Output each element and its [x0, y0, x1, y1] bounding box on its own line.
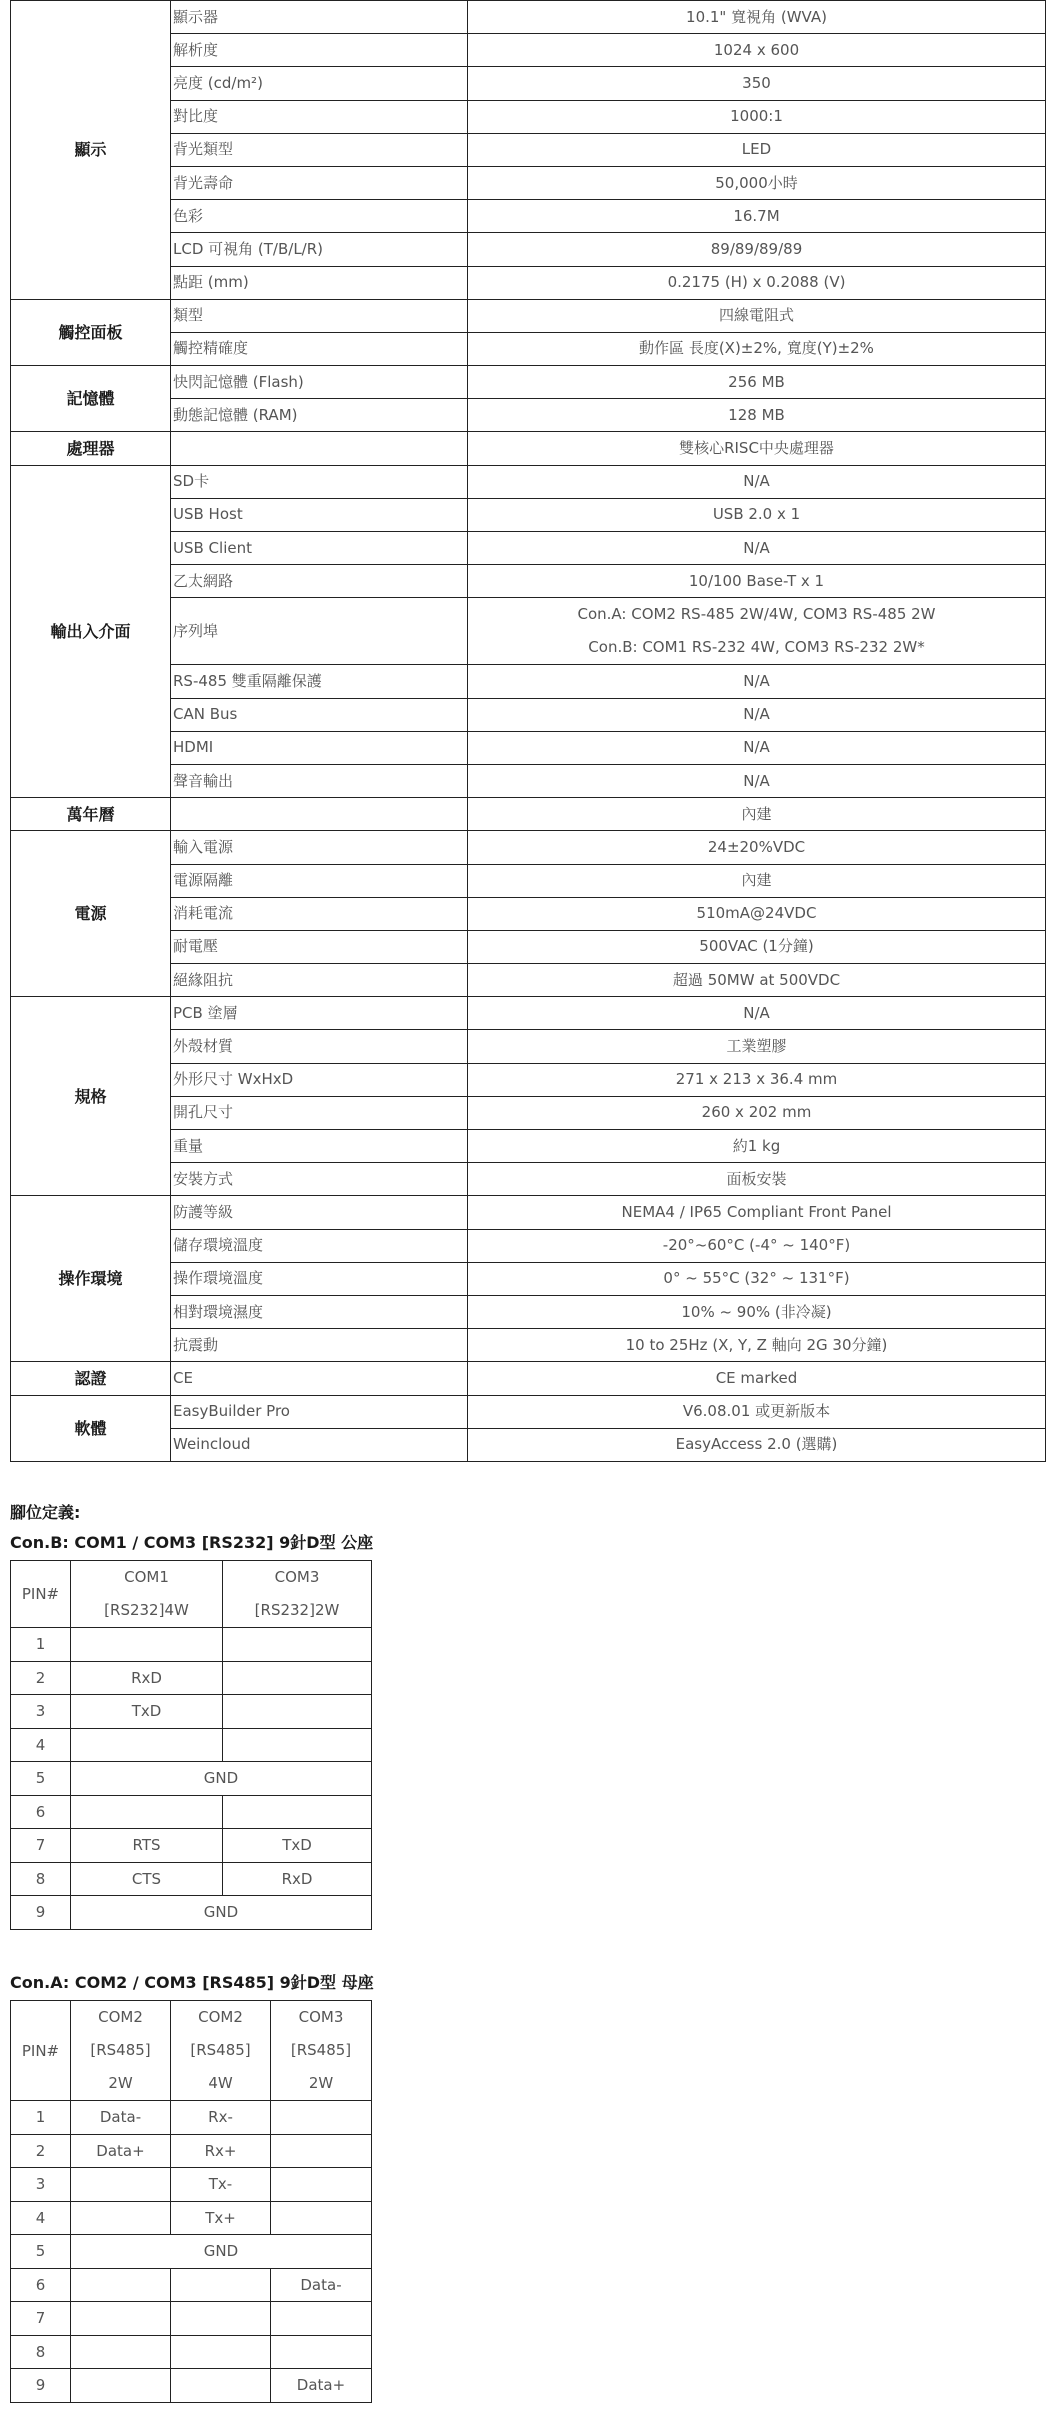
- pin-cell: RTS: [71, 1829, 223, 1863]
- serial-con-b: Con.B: COM1 RS-232 4W, COM3 RS-232 2W*: [588, 638, 925, 657]
- pin-cell: [271, 2335, 372, 2369]
- spec-value: 10/100 Base-T x 1: [468, 565, 1046, 598]
- pin-cell-merged: GND: [71, 1896, 372, 1930]
- pin-number: 2: [11, 2134, 71, 2168]
- table-row: [11, 1762, 372, 1796]
- spec-table: [10, 0, 1046, 1462]
- pin-number: 2: [11, 1661, 71, 1695]
- pin-cell: [223, 1661, 372, 1695]
- spec-label: 解析度: [171, 34, 468, 67]
- pin-cell: Data+: [271, 2369, 372, 2403]
- spec-label: PCB 塗層: [171, 997, 468, 1030]
- table-row: [11, 1, 1046, 34]
- category-touch-panel: 觸控面板: [11, 299, 171, 365]
- spec-value: 1000:1: [468, 100, 1046, 133]
- pin-cell: [71, 2335, 171, 2369]
- spec-value: 工業塑膠: [468, 1030, 1046, 1063]
- pin-cell: [71, 2268, 171, 2302]
- header-line: [RS232]2W: [254, 1601, 340, 1619]
- spec-value: 89/89/89/89: [468, 233, 1046, 266]
- pin-number: 6: [11, 1795, 71, 1829]
- spec-label: USB Client: [171, 532, 468, 565]
- category-power: 電源: [11, 831, 171, 997]
- spec-label: 色彩: [171, 200, 468, 233]
- con-b-title: Con.B: COM1 / COM3 [RS232] 9針D型 公座: [10, 1533, 374, 1552]
- spec-value: -20°~60°C (-4° ~ 140°F): [468, 1229, 1046, 1262]
- pin-cell: RxD: [223, 1862, 372, 1896]
- spec-label: 防護等級: [171, 1196, 468, 1229]
- header-line: COM1: [124, 1568, 169, 1586]
- table-row: [11, 366, 1046, 399]
- table-row: [11, 1362, 1046, 1395]
- spec-value: 1024 x 600: [468, 34, 1046, 67]
- com1-header: [71, 1561, 223, 1628]
- serial-con-a: Con.A: COM2 RS-485 2W/4W, COM3 RS-485 2W: [577, 605, 936, 624]
- table-row: [11, 2134, 372, 2168]
- table-row: [11, 1862, 372, 1896]
- pin-header: PIN#: [11, 1561, 71, 1628]
- pin-number: 1: [11, 1628, 71, 1662]
- spec-label: Weincloud: [171, 1428, 468, 1461]
- pin-cell-merged: GND: [71, 1762, 372, 1796]
- spec-label: 類型: [171, 299, 468, 332]
- spec-value: 24±20%VDC: [468, 831, 1046, 864]
- pin-number: 6: [11, 2268, 71, 2302]
- header-line: COM3: [298, 2008, 344, 2026]
- spec-label: 電源隔離: [171, 864, 468, 897]
- pin-cell: [171, 2302, 271, 2336]
- category-software: 軟體: [11, 1395, 171, 1461]
- pin-cell: Data-: [71, 2101, 171, 2135]
- con-a-title: Con.A: COM2 / COM3 [RS485] 9針D型 母座: [10, 1973, 374, 1992]
- table-row: [11, 2268, 372, 2302]
- pin-cell: [71, 2369, 171, 2403]
- spec-value: 10 to 25Hz (X, Y, Z 軸向 2G 30分鐘): [468, 1329, 1046, 1362]
- header-line: 2W: [108, 2074, 133, 2092]
- table-row: [11, 432, 1046, 465]
- spec-label: 相對環境濕度: [171, 1295, 468, 1328]
- spec-label: 安裝方式: [171, 1163, 468, 1196]
- spec-value: N/A: [468, 698, 1046, 731]
- table-row: [11, 831, 1046, 864]
- spec-label: 消耗電流: [171, 897, 468, 930]
- category-specification: 規格: [11, 997, 171, 1196]
- spec-value: 0° ~ 55°C (32° ~ 131°F): [468, 1262, 1046, 1295]
- spec-value: N/A: [468, 532, 1046, 565]
- table-row: [11, 2235, 372, 2269]
- table-row: [11, 1628, 372, 1662]
- spec-value: 260 x 202 mm: [468, 1096, 1046, 1129]
- spec-label: 聲音輸出: [171, 764, 468, 797]
- table-row: [11, 1695, 372, 1729]
- spec-value: 面板安裝: [468, 1163, 1046, 1196]
- spec-label: 開孔尺寸: [171, 1096, 468, 1129]
- pin-number: 7: [11, 2302, 71, 2336]
- spec-label: [171, 798, 468, 831]
- table-row: [11, 465, 1046, 498]
- spec-label: 快閃記憶體 (Flash): [171, 366, 468, 399]
- pin-cell: [271, 2201, 372, 2235]
- spec-label: 背光類型: [171, 133, 468, 166]
- spec-label: 輸入電源: [171, 831, 468, 864]
- table-row: [11, 2168, 372, 2202]
- pin-number: 7: [11, 1829, 71, 1863]
- pin-cell: [223, 1628, 372, 1662]
- table-row: [11, 1795, 372, 1829]
- spec-value: CE marked: [468, 1362, 1046, 1395]
- pin-number: 8: [11, 2335, 71, 2369]
- spec-label: SD卡: [171, 465, 468, 498]
- pin-cell: [223, 1795, 372, 1829]
- table-row: [11, 1196, 1046, 1229]
- header-line: COM2: [98, 2008, 143, 2026]
- pin-cell: CTS: [71, 1862, 223, 1896]
- pin-cell: [71, 2302, 171, 2336]
- pin-cell: [271, 2134, 372, 2168]
- pin-header: PIN#: [11, 2001, 71, 2101]
- pin-cell: RxD: [71, 1661, 223, 1695]
- spec-label: [171, 432, 468, 465]
- table-row: [11, 1896, 372, 1930]
- spec-label: 亮度 (cd/m²): [171, 67, 468, 100]
- pin-number: 5: [11, 2235, 71, 2269]
- table-row: [11, 798, 1046, 831]
- category-display: 顯示: [11, 1, 171, 300]
- spec-value: 內建: [468, 864, 1046, 897]
- pin-number: 3: [11, 1695, 71, 1729]
- table-row: [11, 1395, 1046, 1428]
- spec-value: 510mA@24VDC: [468, 897, 1046, 930]
- spec-value: 內建: [468, 798, 1046, 831]
- pin-number: 9: [11, 1896, 71, 1930]
- header-line: [RS485]: [190, 2041, 251, 2059]
- pin-cell: [171, 2369, 271, 2403]
- spec-value: 四線電阻式: [468, 299, 1046, 332]
- pin-cell: [271, 2101, 372, 2135]
- pin-cell: TxD: [71, 1695, 223, 1729]
- spec-value: 10% ~ 90% (非冷凝): [468, 1295, 1046, 1328]
- pin-cell: Tx-: [171, 2168, 271, 2202]
- spec-label: 觸控精確度: [171, 332, 468, 365]
- table-row: [11, 2369, 372, 2403]
- header-line: [RS485]: [90, 2041, 151, 2059]
- spec-value: 約1 kg: [468, 1130, 1046, 1163]
- pin-number: 3: [11, 2168, 71, 2202]
- spec-value: 271 x 213 x 36.4 mm: [468, 1063, 1046, 1096]
- spec-value: N/A: [468, 731, 1046, 764]
- pin-number: 4: [11, 1728, 71, 1762]
- spec-label: CAN Bus: [171, 698, 468, 731]
- pin-cell: Rx-: [171, 2101, 271, 2135]
- spec-value: 16.7M: [468, 200, 1046, 233]
- spec-label: 抗震動: [171, 1329, 468, 1362]
- spec-label: 外形尺寸 WxHxD: [171, 1063, 468, 1096]
- pin-cell: Data+: [71, 2134, 171, 2168]
- table-row: [11, 1829, 372, 1863]
- spec-value: 0.2175 (H) x 0.2088 (V): [468, 266, 1046, 299]
- table-row: [11, 2302, 372, 2336]
- pin-cell-merged: GND: [71, 2235, 372, 2269]
- table-row: [11, 299, 1046, 332]
- spec-value: 256 MB: [468, 366, 1046, 399]
- header-row: [11, 1561, 372, 1628]
- header-line: COM2: [198, 2008, 243, 2026]
- pin-number: 5: [11, 1762, 71, 1796]
- spec-value: NEMA4 / IP65 Compliant Front Panel: [468, 1196, 1046, 1229]
- pin-cell: [223, 1695, 372, 1729]
- spec-value: 350: [468, 67, 1046, 100]
- category-environment: 操作環境: [11, 1196, 171, 1362]
- pin-cell: Tx+: [171, 2201, 271, 2235]
- table-row: [11, 1661, 372, 1695]
- com2-4w-header: [171, 2001, 271, 2101]
- spec-value: 128 MB: [468, 399, 1046, 432]
- com3-header: [223, 1561, 372, 1628]
- category-certification: 認證: [11, 1362, 171, 1395]
- header-line: [RS485]: [290, 2041, 352, 2059]
- pin-number: 8: [11, 1862, 71, 1896]
- spec-value: USB 2.0 x 1: [468, 498, 1046, 531]
- pin-cell: [71, 1628, 223, 1662]
- spec-value: 10.1" 寬視角 (WVA): [468, 1, 1046, 34]
- spec-value: V6.08.01 或更新版本: [468, 1395, 1046, 1428]
- spec-value: N/A: [468, 997, 1046, 1030]
- spec-label: USB Host: [171, 498, 468, 531]
- spec-label: 對比度: [171, 100, 468, 133]
- com2-2w-header: [71, 2001, 171, 2101]
- pin-cell: Rx+: [171, 2134, 271, 2168]
- spec-value: N/A: [468, 465, 1046, 498]
- spec-value: 50,000小時: [468, 166, 1046, 199]
- pin-definition-title: 腳位定義:: [10, 1503, 81, 1522]
- header-line: [RS232]4W: [104, 1601, 189, 1619]
- spec-value: LED: [468, 133, 1046, 166]
- header-line: 4W: [208, 2074, 233, 2092]
- spec-label: 儲存環境溫度: [171, 1229, 468, 1262]
- spec-label: 序列埠: [171, 598, 468, 665]
- table-row: [11, 1728, 372, 1762]
- spec-value: 500VAC (1分鐘): [468, 930, 1046, 963]
- pin-cell: [71, 2201, 171, 2235]
- pin-number: 4: [11, 2201, 71, 2235]
- spec-value: EasyAccess 2.0 (選購): [468, 1428, 1046, 1461]
- con-b-pin-table: [10, 1560, 372, 1930]
- category-memory: 記憶體: [11, 366, 171, 432]
- spec-label: 背光壽命: [171, 166, 468, 199]
- spec-label: 外殼材質: [171, 1030, 468, 1063]
- header-line: COM3: [274, 1568, 320, 1586]
- pin-cell: [271, 2302, 372, 2336]
- pin-cell: [71, 1795, 223, 1829]
- com3-2w-header: [271, 2001, 372, 2101]
- pin-number: 9: [11, 2369, 71, 2403]
- spec-label: 乙太網路: [171, 565, 468, 598]
- table-row: [11, 2335, 372, 2369]
- spec-label: LCD 可視角 (T/B/L/R): [171, 233, 468, 266]
- header-line: 2W: [308, 2074, 334, 2092]
- spec-value: N/A: [468, 764, 1046, 797]
- table-row: [11, 2201, 372, 2235]
- spec-value: [468, 598, 1046, 665]
- pin-cell: [71, 1728, 223, 1762]
- header-row: [11, 2001, 372, 2101]
- spec-label: 重量: [171, 1130, 468, 1163]
- pin-cell: [223, 1728, 372, 1762]
- category-processor: 處理器: [11, 432, 171, 465]
- spec-label: 操作環境溫度: [171, 1262, 468, 1295]
- spec-label: 耐電壓: [171, 930, 468, 963]
- pin-number: 1: [11, 2101, 71, 2135]
- pin-cell: TxD: [223, 1829, 372, 1863]
- pin-cell: [271, 2168, 372, 2202]
- table-row: [11, 997, 1046, 1030]
- spec-value: 雙核心RISC中央處理器: [468, 432, 1046, 465]
- con-a-pin-table: [10, 2000, 372, 2403]
- spec-label: HDMI: [171, 731, 468, 764]
- category-io: 輸出入介面: [11, 465, 171, 798]
- pin-cell: [171, 2268, 271, 2302]
- spec-label: 顯示器: [171, 1, 468, 34]
- pin-cell: [171, 2335, 271, 2369]
- spec-label: EasyBuilder Pro: [171, 1395, 468, 1428]
- spec-value: 動作區 長度(X)±2%, 寬度(Y)±2%: [468, 332, 1046, 365]
- pin-cell: Data-: [271, 2268, 372, 2302]
- category-rtc: 萬年曆: [11, 798, 171, 831]
- spec-value: 超過 50MW at 500VDC: [468, 964, 1046, 997]
- spec-label: CE: [171, 1362, 468, 1395]
- pin-cell: [71, 2168, 171, 2202]
- spec-value: N/A: [468, 665, 1046, 698]
- spec-label: 絕緣阻抗: [171, 964, 468, 997]
- spec-label: 動態記憶體 (RAM): [171, 399, 468, 432]
- table-row: [11, 2101, 372, 2135]
- spec-label: RS-485 雙重隔離保護: [171, 665, 468, 698]
- spec-label: 點距 (mm): [171, 266, 468, 299]
